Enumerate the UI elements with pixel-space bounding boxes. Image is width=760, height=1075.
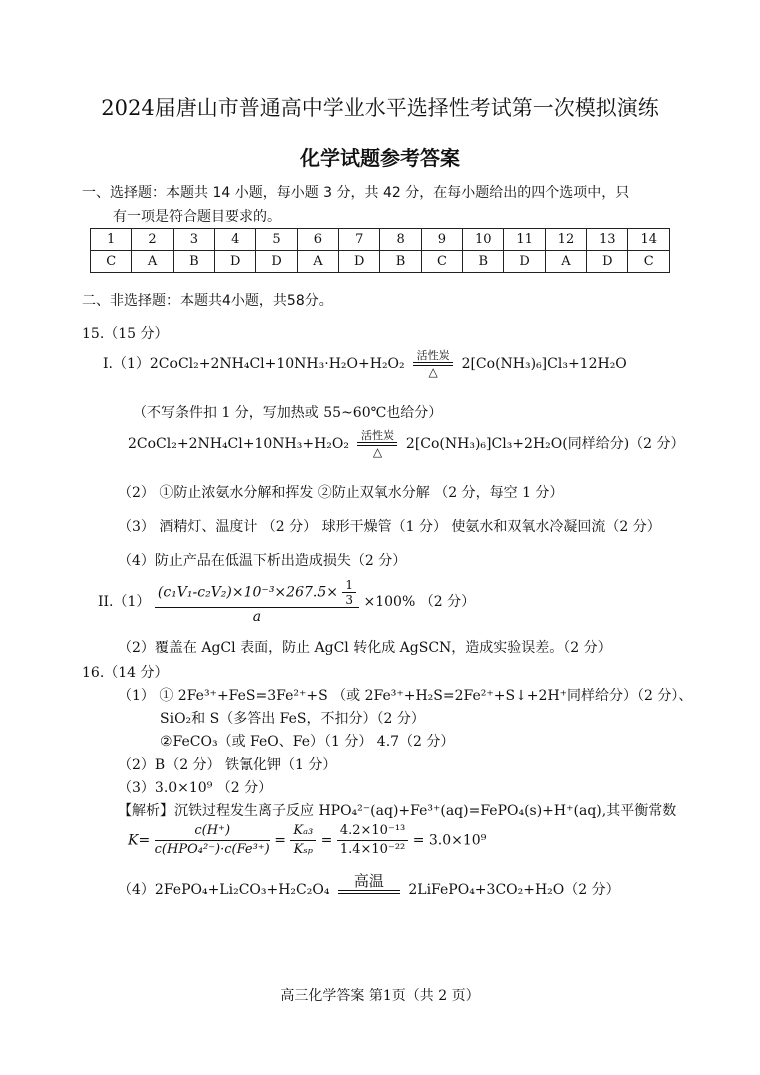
question-number-cell: 5 <box>256 229 297 251</box>
question-number-cell: 14 <box>628 229 670 251</box>
purity-denominator: a <box>252 609 262 625</box>
q15-line3: （3） 酒精灯、温度计 （2 分） 球形干燥管（1 分） 使氨水和双氧水冷凝回流（2 分） <box>118 519 661 535</box>
q16-line5: （3）3.0×10⁹ （2 分） <box>118 780 273 796</box>
q16-title: 16.（14 分） <box>82 665 169 681</box>
equals-sign: = <box>274 832 286 849</box>
page-footer: 高三化学答案 第1页（共 2 页） <box>280 988 480 1004</box>
answer-cell: C <box>628 251 670 273</box>
q15-part2-label: II.（1） <box>98 594 151 610</box>
q16-analysis: 【解析】沉铁过程发生离子反应 HPO₄²⁻(aq)+Fe³⁺(aq)=FePO₄(s)+H⁺(aq),其平衡常数 <box>118 803 677 819</box>
question-number-cell: 10 <box>463 229 504 251</box>
question-number-cell: 3 <box>173 229 214 251</box>
k-label: K= <box>128 832 151 849</box>
section1-heading-line2: 有一项是符合题目要求的。 <box>113 209 281 225</box>
one-third-num: 1 <box>342 578 356 593</box>
answer-table-answers <box>91 251 670 273</box>
q16-line3: ②FeCO₃（或 FeO、Fe）（1 分） 4.7（2 分） <box>160 734 455 750</box>
answer-cell: D <box>256 251 297 273</box>
answer-cell: C <box>91 251 132 273</box>
question-number-cell: 8 <box>380 229 421 251</box>
q16-part4-label: （4） <box>118 882 155 898</box>
question-number-cell: 9 <box>421 229 462 251</box>
k-num3: 4.2×10⁻¹³ <box>337 822 408 841</box>
k-den2: Kₛₚ <box>293 842 313 857</box>
answer-cell: A <box>132 251 173 273</box>
answer-cell: D <box>587 251 628 273</box>
one-third-den: 3 <box>345 593 354 607</box>
page-title: 2024届唐山市普通高中学业水平选择性考试第一次模拟演练 <box>101 96 659 120</box>
question-number-cell: 4 <box>215 229 256 251</box>
eq1-condition <box>413 350 453 378</box>
eq2-rhs: 2[Co(NH₃)₆]Cl₃+2H₂O(同样给分)（2 分） <box>405 436 685 452</box>
eq2-condition <box>357 430 397 458</box>
eq1-catalyst: 活性炭 <box>416 349 450 362</box>
answer-cell: D <box>215 251 256 273</box>
k-fraction3 <box>337 822 408 859</box>
equilibrium-constant-formula <box>128 822 486 859</box>
purity-percent: ×100% <box>363 594 416 610</box>
eq3-equal-sign <box>338 890 400 894</box>
question-number-cell: 12 <box>545 229 586 251</box>
eq3-lhs: 2FePO₄+Li₂CO₃+H₂C₂O₄ <box>154 882 330 898</box>
q15-note1: （不写条件扣 1 分，写加热或 55~60℃也给分） <box>133 405 443 421</box>
answer-cell: A <box>545 251 586 273</box>
q15-line4: （4）防止产品在低温下析出造成损失（2 分） <box>118 553 407 569</box>
answer-cell: A <box>297 251 338 273</box>
q15-formula <box>98 578 475 626</box>
eq2-catalyst: 活性炭 <box>360 429 394 442</box>
k-result: = 3.0×10⁹ <box>412 832 487 849</box>
section1-heading-line1: 一、选择题：本题共 14 小题，每小题 3 分，共 42 分，在每小题给出的四个选项中，只 <box>82 185 630 201</box>
q15-eq1 <box>103 350 627 378</box>
q16-line4: （2）B（2 分） 铁氰化钾（1 分） <box>118 757 337 773</box>
section2-heading: 二、非选择题：本题共4小题，共58分。 <box>82 293 333 309</box>
page-subtitle: 化学试题参考答案 <box>300 146 460 170</box>
q16-line1: （1） ① 2Fe³⁺+FeS=3Fe²⁺+S （或 2Fe³⁺+H₂S=2Fe²⁺+S↓+2H⁺同样给分）（2 分）、 <box>118 688 693 704</box>
answer-cell: B <box>380 251 421 273</box>
answer-table <box>90 228 670 273</box>
answer-table-numbers <box>91 229 670 251</box>
answer-cell: C <box>421 251 462 273</box>
q16-eq3 <box>118 872 620 900</box>
k-num2: Kₐ₃ <box>290 822 316 841</box>
equals-sign: = <box>320 832 333 849</box>
question-number-cell: 6 <box>297 229 338 251</box>
purity-fraction <box>155 578 359 626</box>
answer-cell: B <box>173 251 214 273</box>
one-third-fraction <box>342 578 356 607</box>
eq3-condition <box>338 872 400 900</box>
q15-eq2 <box>128 430 685 458</box>
question-number-cell: 13 <box>587 229 628 251</box>
q15-part1-label: I.（1） <box>103 356 150 372</box>
purity-score: （2 分） <box>419 594 476 610</box>
eq1-rhs: 2[Co(NH₃)₆]Cl₃+12H₂O <box>461 356 627 372</box>
question-number-cell: 1 <box>91 229 132 251</box>
purity-numerator: (c₁V₁-c₂V₂)×10⁻³×267.5× <box>157 584 338 601</box>
q15-title: 15.（15 分） <box>82 326 169 342</box>
eq3-high-temp: 高温 <box>353 872 384 890</box>
heat-triangle-icon: △ <box>372 445 383 459</box>
q16-line2: SiO₂和 S（多答出 FeS，不扣分）（2 分） <box>160 711 425 727</box>
k-fraction1 <box>155 822 270 859</box>
answer-cell: D <box>504 251 545 273</box>
answer-cell: B <box>463 251 504 273</box>
eq1-lhs: 2CoCl₂+2NH₄Cl+10NH₃·H₂O+H₂O₂ <box>149 356 405 372</box>
eq2-lhs: 2CoCl₂+2NH₄Cl+10NH₃+H₂O₂ <box>128 436 350 452</box>
heat-triangle-icon: △ <box>428 365 438 379</box>
k-num1: c(H⁺) <box>155 822 270 841</box>
question-number-cell: 7 <box>339 229 380 251</box>
question-number-cell: 11 <box>504 229 545 251</box>
q15-part2-line2: （2）覆盖在 AgCl 表面，防止 AgCl 转化成 AgSCN，造成实验误差。（2 分） <box>118 640 612 656</box>
eq3-rhs: 2LiFePO₄+3CO₂+H₂O（2 分） <box>408 882 620 898</box>
k-den1: c(HPO₄²⁻)·c(Fe³⁺) <box>154 842 270 857</box>
question-number-cell: 2 <box>132 229 173 251</box>
k-fraction2 <box>290 822 316 859</box>
q15-line2: （2） ①防止浓氨水分解和挥发 ②防止双氧水分解 （2 分，每空 1 分） <box>118 485 564 501</box>
answer-cell: D <box>339 251 380 273</box>
k-den3: 1.4×10⁻²² <box>339 842 406 857</box>
